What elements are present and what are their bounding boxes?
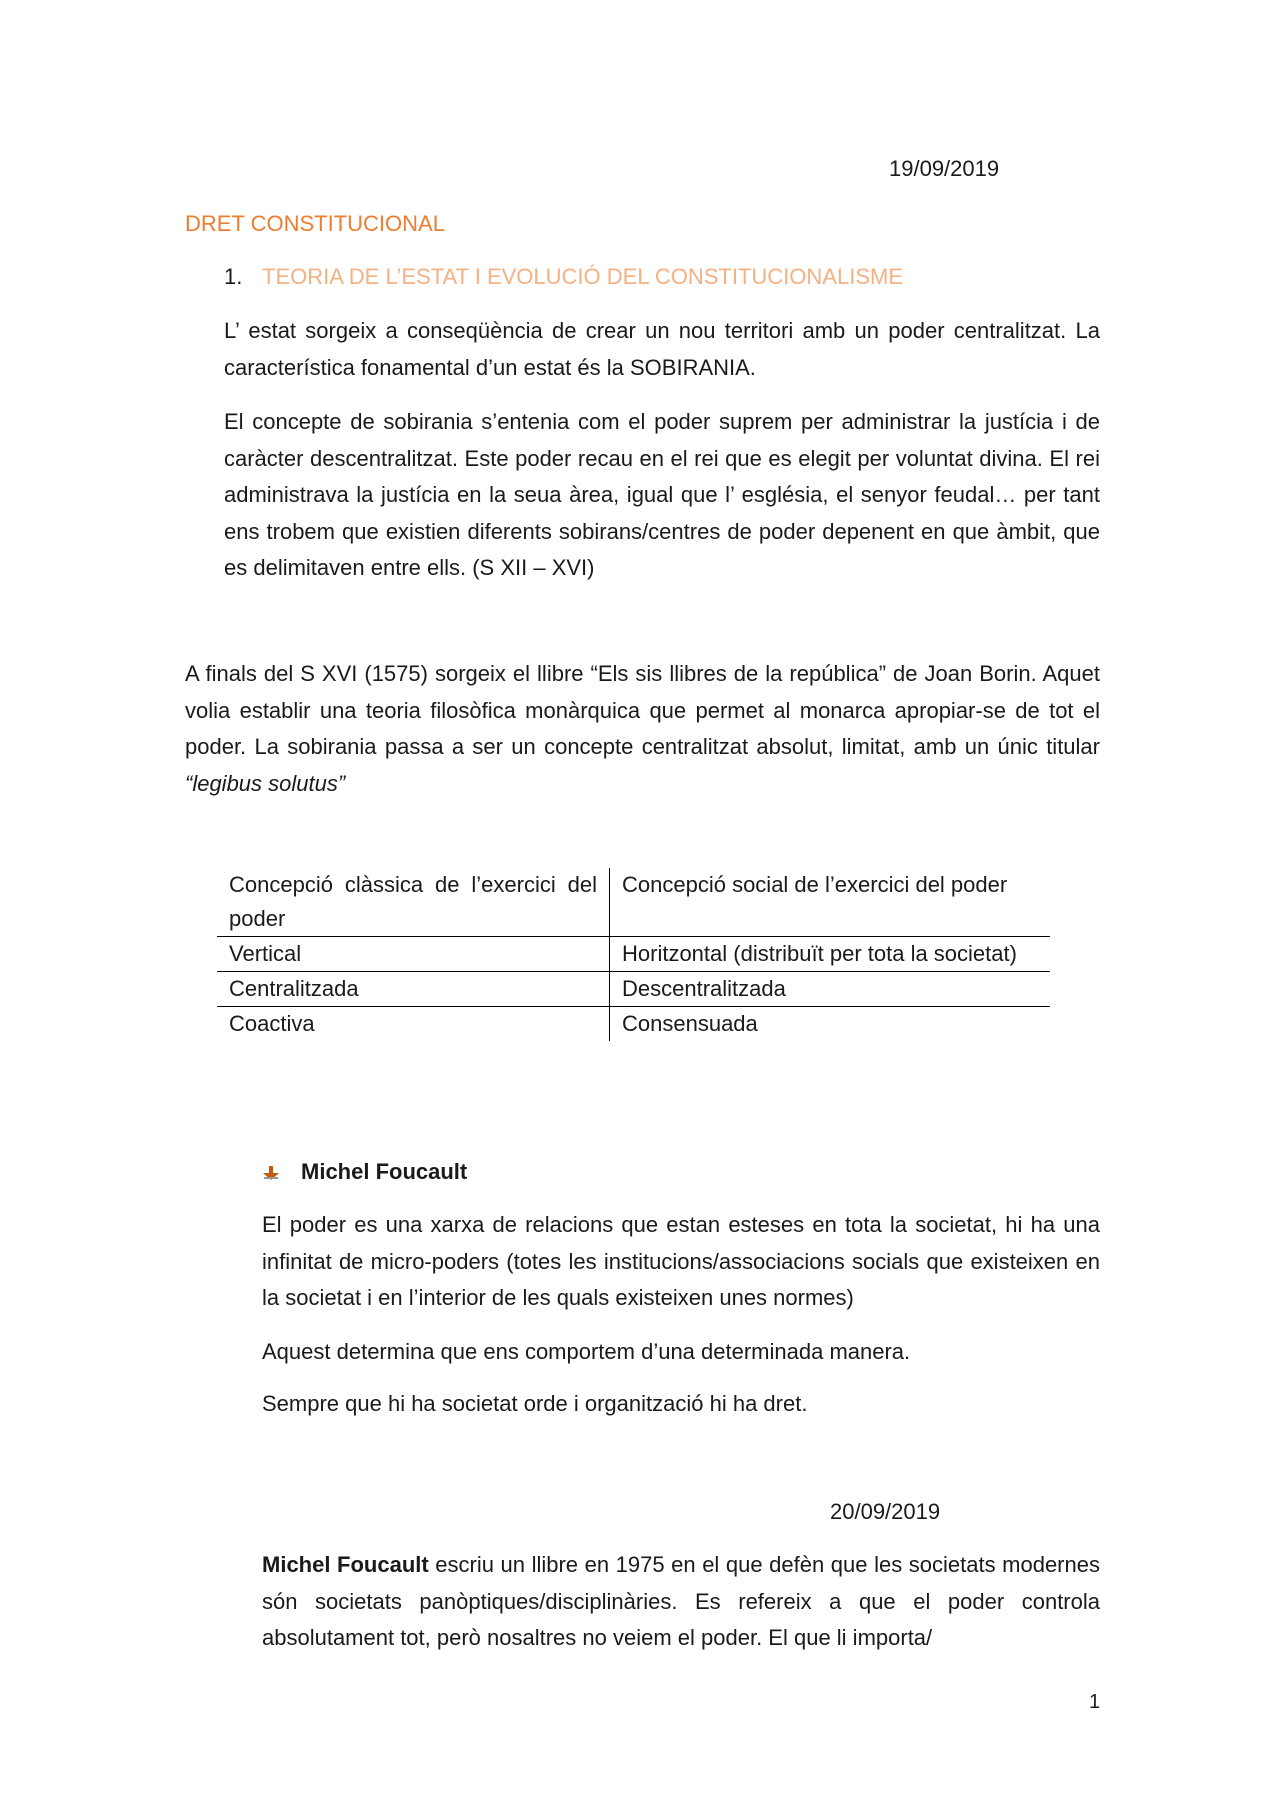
table-cell: Coactiva bbox=[217, 1007, 610, 1042]
table-cell: Descentralitzada bbox=[610, 972, 1051, 1007]
paragraph-dret: Sempre que hi ha societat orde i organització hi ha dret. bbox=[262, 1391, 808, 1416]
document-heading: DRET CONSTITUCIONAL bbox=[185, 211, 445, 236]
arrow-bullet-icon bbox=[262, 1165, 280, 1181]
foucault-name-bold: Michel Foucault bbox=[262, 1552, 429, 1577]
legibus-solutus: “legibus solutus” bbox=[185, 770, 346, 796]
table-row bbox=[217, 972, 1050, 1007]
table-cell: Centralitzada bbox=[217, 972, 610, 1007]
paragraph-borin bbox=[185, 656, 1100, 802]
table-cell: Concepció social de l’exercici del poder bbox=[610, 868, 1051, 937]
paragraph-comportament: Aquest determina que ens comportem d’una determinada manera. bbox=[262, 1339, 911, 1364]
date-2: 20/09/2019 bbox=[830, 1499, 941, 1524]
section-number: 1. bbox=[224, 264, 243, 289]
table-row bbox=[217, 1007, 1050, 1042]
section-title: TEORIA DE L’ESTAT I EVOLUCIÓ DEL CONSTITUCIONALISME bbox=[262, 264, 903, 289]
date-1: 19/09/2019 bbox=[889, 156, 1000, 181]
paragraph-borin-text: A finals del S XVI (1575) sorgeix el llibre “Els sis llibres de la república” de Joan Borin. Aquet volia establir una teoria filosòfica monàrquica que permet al monarca apropiar-se de tot el poder. La sobirania passa a ser un concepte centralitzat absolut, limitat, amb un únic titular bbox=[185, 661, 1100, 759]
table-row bbox=[217, 937, 1050, 972]
power-conception-table bbox=[217, 868, 1050, 1041]
paragraph-panoptic bbox=[262, 1547, 1100, 1657]
table-row bbox=[217, 868, 1050, 937]
table-cell: Vertical bbox=[217, 937, 610, 972]
paragraph-sobirania: El concepte de sobirania s’entenia com el poder suprem per administrar la justícia i de caràcter descentralitzat. Este poder recau en el rei que es elegit per voluntat divina. El rei administrava la justícia en la seua àrea, igual que l’ església, el senyor feudal… per tant ens trobem que existien diferents sobirans/centres de poder depenent en que àmbit, que es delimitaven entre ells. (S XII – XVI) bbox=[224, 409, 1100, 580]
paragraph-estat: L’ estat sorgeix a conseqüència de crear un nou territori amb un poder centralitzat. La característica fonamental d’un estat és la SOBIRANIA. bbox=[224, 318, 1100, 380]
bullet-title: Michel Foucault bbox=[301, 1159, 468, 1184]
paragraph-xarxa: El poder es una xarxa de relacions que estan esteses en tota la societat, hi ha una infinitat de micro-poders (totes les institucions/associacions socials que existeixen en la societat i en l’interior de les quals existeixen unes normes) bbox=[262, 1212, 1100, 1310]
paragraph-panoptic-text: escriu un llibre en 1975 en el que defèn que les societats modernes són societats panòptiques/disciplinàries. Es refereix a que el poder controla absolutament tot, però nosaltres no veiem el poder. El que li importa/ bbox=[262, 1552, 1100, 1650]
table-cell: Concepció clàssica de l’exercici del poder bbox=[217, 868, 610, 937]
page-number: 1 bbox=[1089, 1691, 1101, 1713]
table-cell: Consensuada bbox=[622, 1011, 758, 1036]
table-cell: Horitzontal (distribuït per tota la societat) bbox=[610, 937, 1051, 972]
